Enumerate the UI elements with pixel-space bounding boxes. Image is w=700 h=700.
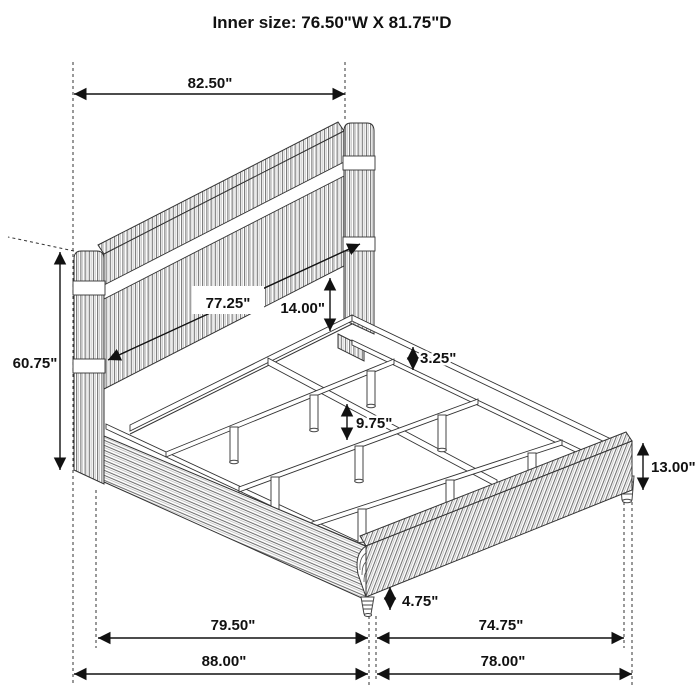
diagram-title: Inner size: 76.50"W X 81.75"D (212, 13, 452, 32)
support-leg (310, 395, 319, 432)
dim-label-overall-width-top: 82.50" (187, 75, 233, 92)
dim-label-overall-length: 88.00" (201, 653, 247, 670)
support-leg (438, 415, 447, 452)
dim-side-rail-thickness (413, 347, 456, 370)
support-leg (367, 371, 376, 408)
dim-label-panel-clearance: 14.00" (280, 300, 325, 317)
support-leg (230, 427, 239, 464)
footboard-foot-front (361, 597, 374, 617)
dim-label-inner-length: 79.50" (210, 617, 256, 634)
dim-label-footboard-inner-span: 74.75" (478, 617, 524, 634)
dim-label-support-leg-height: 9.75" (356, 415, 393, 432)
support-leg (355, 446, 364, 483)
dim-footboard-inner-span (377, 617, 624, 638)
dim-overall-width-top (74, 75, 345, 94)
dim-label-headboard-inner-width: 77.25" (205, 295, 251, 312)
dim-headboard-height (13, 252, 60, 470)
headboard-panel (104, 131, 344, 389)
dim-label-side-rail-thickness: 3.25" (420, 350, 457, 367)
dim-overall-width-foot (377, 653, 632, 674)
dim-label-overall-width-foot: 78.00" (480, 653, 526, 670)
post-left-band-upper (73, 281, 105, 295)
dim-label-headboard-height: 60.75" (12, 355, 58, 372)
headboard-post-right (344, 123, 374, 334)
post-left-band-lower (73, 359, 105, 373)
dim-footboard-height (643, 443, 696, 490)
bed-drawing (73, 122, 634, 617)
post-right-band-upper (343, 156, 375, 170)
dim-label-footboard-height: 13.00" (651, 459, 696, 476)
footboard (357, 432, 632, 617)
dim-inner-length (98, 617, 368, 638)
dim-label-footboard-clearance: 4.75" (402, 593, 439, 610)
dim-overall-length (74, 653, 368, 674)
dim-footboard-clearance (390, 587, 438, 610)
